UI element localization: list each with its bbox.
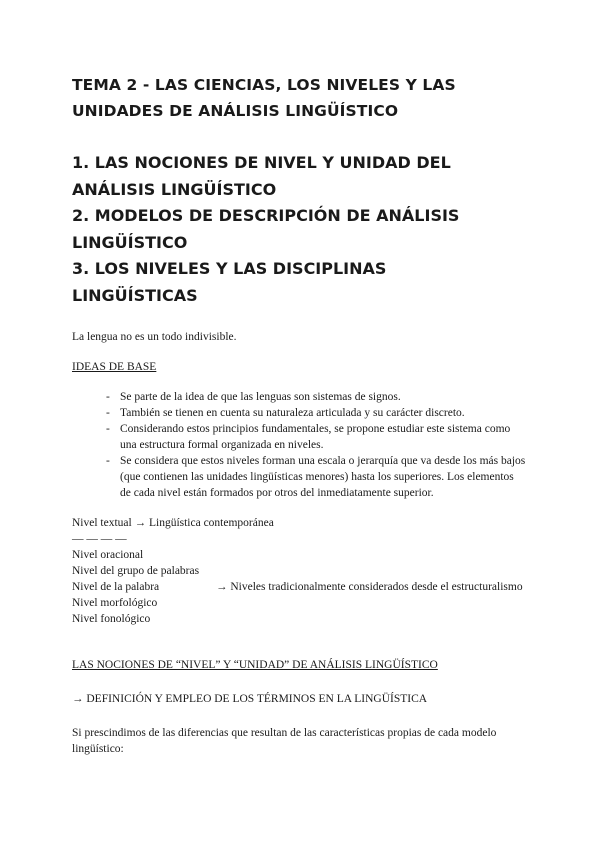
document-page [72,72,532,757]
level-fonologico: Nivel fonológico [72,613,151,625]
bullet-dash: - [106,423,110,435]
definicion-heading: → DEFINICIÓN Y EMPLEO DE LOS TÉRMINOS EN LA LINGÜÍSTICA [72,693,428,705]
section-list [72,150,532,309]
section-1-line-1: 1. LAS NOCIONES DE NIVEL Y UNIDAD DEL [72,153,451,172]
ideas-list [72,389,526,501]
list-item [106,453,526,501]
title-line-1: TEMA 2 - LAS CIENCIAS, LOS NIVELES Y LAS [72,76,456,94]
list-item-text: También se tienen en cuenta su naturaleza articulada y su carácter discreto. [120,407,465,419]
list-item-text: Se parte de la idea de que las lenguas son sistemas de signos. [120,391,401,403]
intro-paragraph: La lengua no es un todo indivisible. [72,331,237,343]
bullet-dash: - [106,391,110,403]
level-textual: Nivel textual → Lingüística contemporánea [72,517,274,529]
section-3-line-2: LINGÜÍSTICAS [72,285,198,305]
section-2-line-2: LINGÜÍSTICO [72,232,188,252]
list-item [106,405,526,421]
bullet-dash: - [106,407,110,419]
section-1-line-2: ANÁLISIS LINGÜÍSTICO [72,179,277,199]
level-oracional: Nivel oracional [72,549,144,561]
prescindimos-paragraph: Si prescindimos de las diferencias que resultan de las características propias de cada modelo lingüístico: [72,727,497,755]
level-grupo: Nivel del grupo de palabras [72,565,200,577]
level-morfologico: Nivel morfológico [72,597,158,609]
list-item-text: Se considera que estos niveles forman una escala o jerarquía que va desde los más bajos (que contienen las unidades lingüísticas menores) hasta los superiores. Los elementos de cada nivel están formados por otros del inmediatamente superior. [120,455,526,499]
document-title [72,72,532,124]
ideas-heading: IDEAS DE BASE [72,361,157,373]
section-2-line-1: 2. MODELOS DE DESCRIPCIÓN DE ANÁLISIS [72,206,460,225]
level-palabra-row [72,579,532,595]
nociones-heading: LAS NOCIONES DE “NIVEL” Y “UNIDAD” DE ANÁLISIS LINGÜÍSTICO [72,659,438,671]
level-palabra: Nivel de la palabra [72,581,160,593]
list-item-text: Considerando estos principios fundamentales, se propone estudiar este sistema como una estructura formal organizada en niveles. [120,423,511,451]
level-divider: — — — — [72,533,127,545]
section-3-line-1: 3. LOS NIVELES Y LAS DISCIPLINAS [72,259,387,278]
bullet-dash: - [106,455,110,467]
title-line-2: UNIDADES DE ANÁLISIS LINGÜÍSTICO [72,102,399,120]
list-item [106,421,526,453]
levels-block [72,515,532,627]
level-palabra-note: → Niveles tradicionalmente considerados desde el estructuralismo [216,581,523,593]
list-item [106,389,526,405]
